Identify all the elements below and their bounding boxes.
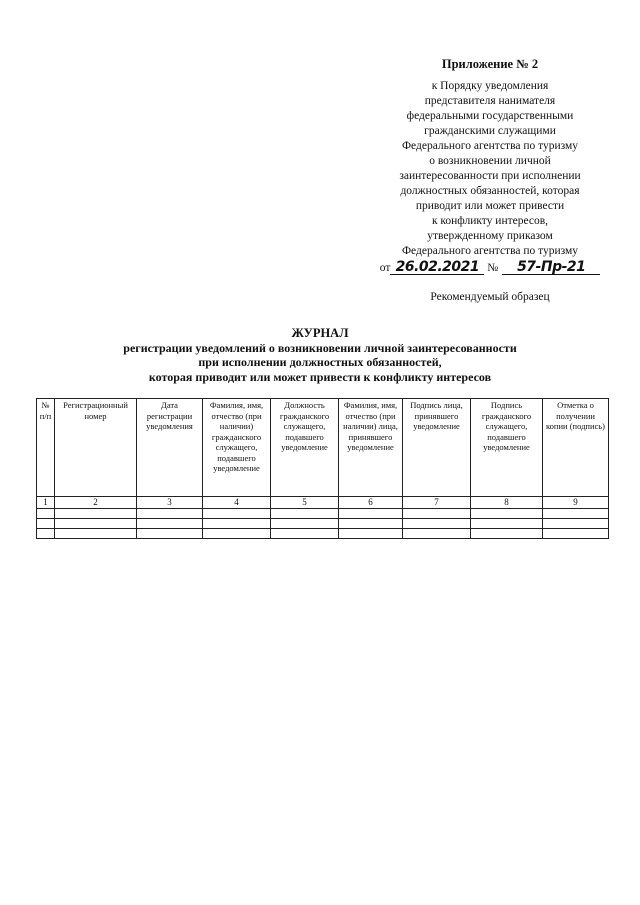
column-number: 3: [137, 497, 203, 509]
table-cell: [37, 509, 55, 519]
table-row: [37, 509, 609, 519]
table-cell: [137, 509, 203, 519]
column-header: Дата регистрации уведомления: [137, 399, 203, 497]
table-cell: [203, 529, 271, 539]
table-cell: [471, 519, 543, 529]
appendix-line: должностных обязанностей, которая: [400, 185, 580, 197]
table-cell: [543, 509, 609, 519]
column-number: 5: [271, 497, 339, 509]
column-header: Отметка о получении копии (подпись): [543, 399, 609, 497]
column-header: Фамилия, имя, отчество (при наличии) гражданского служащего, подавшего уведомление: [203, 399, 271, 497]
table-cell: [37, 519, 55, 529]
handwritten-order-number: 57-Пр-21: [502, 260, 600, 275]
number-prefix: №: [487, 262, 499, 274]
table-cell: [203, 509, 271, 519]
appendix-line: к конфликту интересов,: [431, 215, 549, 227]
table-cell: [137, 519, 203, 529]
appendix-line: гражданскими служащими: [424, 125, 556, 137]
journal-subtitle-line: при исполнении должностных обязанностей,: [198, 355, 442, 369]
column-header: Должность гражданского служащего, подавшего уведомление: [271, 399, 339, 497]
table-cell: [339, 509, 403, 519]
column-header: Подпись гражданского служащего, подавшего уведомление: [471, 399, 543, 497]
order-date-line: [360, 260, 620, 276]
table-cell: [339, 529, 403, 539]
table-cell: [271, 529, 339, 539]
column-number: 6: [339, 497, 403, 509]
table-cell: [55, 519, 137, 529]
table-cell: [403, 519, 471, 529]
table-header-row: [37, 399, 609, 497]
appendix-line: приводит или может привести: [415, 200, 565, 212]
table-cell: [137, 529, 203, 539]
table-cell: [271, 509, 339, 519]
table-cell: [271, 519, 339, 529]
journal-title: ЖУРНАЛ: [291, 326, 349, 340]
table-cell: [403, 529, 471, 539]
table-cell: [339, 519, 403, 529]
journal-table: [36, 398, 609, 539]
column-number: 4: [203, 497, 271, 509]
appendix-block: [360, 57, 620, 305]
table-cell: [543, 519, 609, 529]
table-row: [37, 529, 609, 539]
table-cell: [471, 509, 543, 519]
journal-subtitle-line: регистрации уведомлений о возникновении личной заинтересованности: [123, 340, 517, 355]
table-row: [37, 519, 609, 529]
appendix-line: Федерального агентства по туризму: [401, 140, 579, 152]
table-cell: [55, 529, 137, 539]
column-number: 2: [55, 497, 137, 509]
table-cell: [203, 519, 271, 529]
table-cell: [543, 529, 609, 539]
table-cell: [471, 529, 543, 539]
appendix-line: Федерального агентства по туризму: [401, 245, 579, 257]
handwritten-date: 26.02.2021: [390, 260, 484, 275]
column-header: Регистрационный номер: [55, 399, 137, 497]
journal-subtitle-line: которая приводит или может привести к конфликту интересов: [148, 369, 492, 384]
table-cell: [403, 509, 471, 519]
table-cell: [37, 529, 55, 539]
appendix-title: Приложение № 2: [441, 57, 539, 71]
column-header: Подпись лица, принявшего уведомление: [403, 399, 471, 497]
appendix-line: о возникновении личной: [429, 155, 551, 167]
date-prefix: от: [379, 262, 391, 274]
column-number: 7: [403, 497, 471, 509]
appendix-line: федеральными государственными: [406, 110, 574, 122]
recommended-sample-label: Рекомендуемый образец: [430, 291, 550, 303]
appendix-line: представителя нанимателя: [424, 95, 556, 107]
table-cell: [55, 509, 137, 519]
appendix-line: утвержденному приказом: [427, 230, 553, 242]
column-number: 8: [471, 497, 543, 509]
journal-heading: [0, 326, 640, 384]
column-number-row: [37, 497, 609, 509]
column-header: № п/п: [37, 399, 55, 497]
appendix-line: заинтересованности при исполнении: [399, 170, 581, 182]
appendix-line: к Порядку уведомления: [431, 80, 549, 92]
column-header: Фамилия, имя, отчество (при наличии) лица, принявшего уведомление: [339, 399, 403, 497]
column-number: 1: [37, 497, 55, 509]
column-number: 9: [543, 497, 609, 509]
